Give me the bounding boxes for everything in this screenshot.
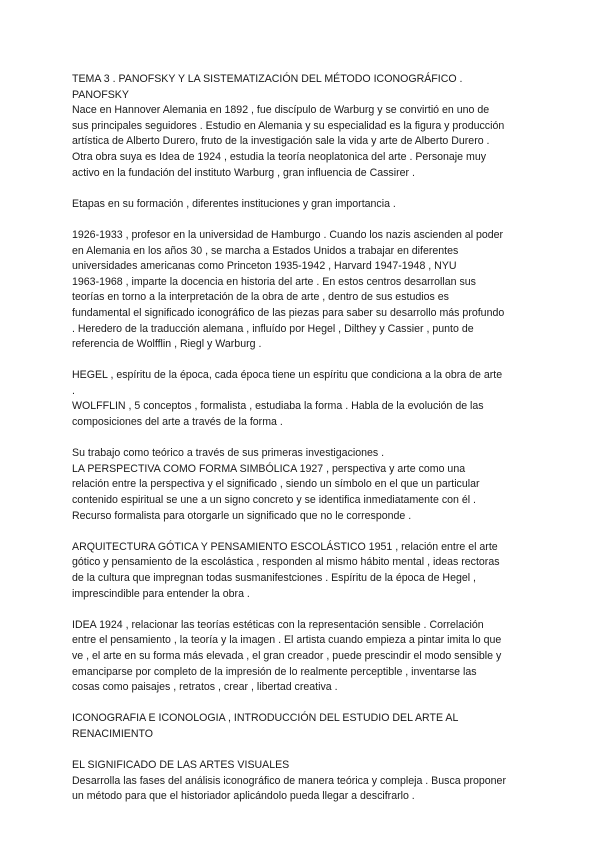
text-line: . Heredero de la traducción alemana , influído por Hegel , Dilthey y Cassier , punto de [72, 322, 474, 335]
text-line: ICONOGRAFIA E ICONOLOGIA , INTRODUCCIÓN DEL ESTUDIO DEL ARTE AL [72, 712, 459, 725]
document-body [72, 72, 532, 805]
text-line: 1926-1933 , profesor en la universidad de Hamburgo . Cuando los nazis ascienden al poder [72, 228, 504, 241]
heading-tema-3: TEMA 3 . PANOFSKY Y LA SISTEMATIZACIÓN DEL MÉTODO ICONOGRÁFICO . [72, 73, 463, 85]
text-line: HEGEL , espíritu de la época, cada época tiene un espíritu que condiciona a la obra de arte [72, 369, 503, 382]
text-line: relación entre la perspectiva y el significado , siendo un símbolo en el que un particular [72, 478, 480, 491]
text-line: imprescindible para entender la obra . [72, 587, 250, 600]
paragraph-significado-artes [72, 758, 532, 805]
subheading-panofsky: PANOFSKY [72, 88, 129, 101]
paragraph-etapas [72, 197, 532, 213]
text-line: emanciparse por completo de la impresión de lo realmente perceptible , inventarse las [72, 665, 477, 678]
text-line: Su trabajo como teórico a través de sus primeras investigaciones . [72, 447, 385, 460]
text-line: RENACIMIENTO [72, 727, 154, 740]
text-line: entre el pensamiento , la teoría y la imagen . El artista cuando empieza a pintar imita lo que [72, 634, 502, 647]
paragraph-iconografia-heading [72, 711, 532, 742]
text-line: sus principales seguidores . Estudio en Alemania y su especialidad es la figura y producción [72, 119, 505, 132]
text-line: composiciones del arte a través de la forma . [72, 416, 283, 429]
text-line: activo en la fundación del instituto Warburg , gran influencia de Cassirer . [72, 166, 415, 179]
text-line: en Alemania en los años 30 , se marcha a Estados Unidos a trabajar en diferentes [72, 244, 459, 257]
paragraph-perspectiva [72, 446, 532, 524]
text-line: teorías en torno a la interpretación de la obra de arte , dentro de sus estudios es [72, 291, 449, 304]
text-line: 1963-1968 , imparte la docencia en historia del arte . En estos centros desarrollan sus [72, 275, 476, 288]
text-line: de la cultura que impregnan todas susmanifestciones . Espíritu de la época de Hegel , [72, 572, 476, 584]
paragraph-career [72, 228, 532, 353]
text-line: Desarrolla las fases del análisis iconográfico de manera teórica y compleja . Busca proponer [72, 774, 506, 787]
text-line: LA PERSPECTIVA COMO FORMA SIMBÓLICA 1927 , perspectiva y arte como una [72, 462, 466, 475]
text-line: universidades americanas como Princeton 1935-1942 , Harvard 1947-1948 , NYU [72, 260, 457, 273]
paragraph-hegel-wolfflin [72, 368, 532, 430]
paragraph-idea-1924 [72, 618, 532, 696]
text-line: ARQUITECTURA GÓTICA Y PENSAMIENTO ESCOLÁSTICO 1951 , relación entre el arte [72, 540, 498, 553]
paragraph-panofsky-intro [72, 72, 532, 181]
paragraph-arquitectura-gotica [72, 540, 532, 602]
text-line: referencia de Wolfflin , Riegl y Warburg . [72, 338, 262, 351]
text-line: Etapas en su formación , diferentes instituciones y gran importancia . [72, 197, 396, 210]
text-line: . [72, 384, 75, 397]
text-line: IDEA 1924 , relacionar las teorías estéticas con la representación sensible . Correlación [72, 618, 484, 631]
text-line: contenido espiritual se une a un signo concreto y se identifica inmediatamente con él . [72, 494, 476, 507]
text-line: un método para que el historiador aplicándolo pueda llegar a descifrarlo . [72, 790, 415, 803]
text-line: Nace en Hannover Alemania en 1892 , fue discípulo de Warburg y se convirtió en uno de [72, 104, 490, 117]
text-line: ve , el arte en su forma más elevada , el gran creador , puede prescindir el modo sensible y [72, 649, 502, 662]
text-line: Recurso formalista para otorgarle un significado que no le corresponde . [72, 509, 412, 522]
text-line: fundamental el significado iconográfico de las piezas para saber su desarrollo más profundo [72, 306, 505, 319]
text-line: gótico y pensamiento de la escolástica , responden al mismo hábito mental , ideas rectoras [72, 556, 500, 569]
text-line: EL SIGNIFICADO DE LAS ARTES VISUALES [72, 759, 290, 772]
text-line: artística de Alberto Durero, fruto de la investigación sale la vida y arte de Alberto Durero . [72, 135, 490, 148]
text-line: cosas como paisajes , retratos , crear , libertad creativa . [72, 681, 338, 694]
text-line: Otra obra suya es Idea de 1924 , estudia la teoría neoplatonica del arte . Personaje muy [72, 150, 487, 163]
text-line: WOLFFLIN , 5 conceptos , formalista , estudiaba la forma . Habla de la evolución de las [72, 400, 484, 413]
